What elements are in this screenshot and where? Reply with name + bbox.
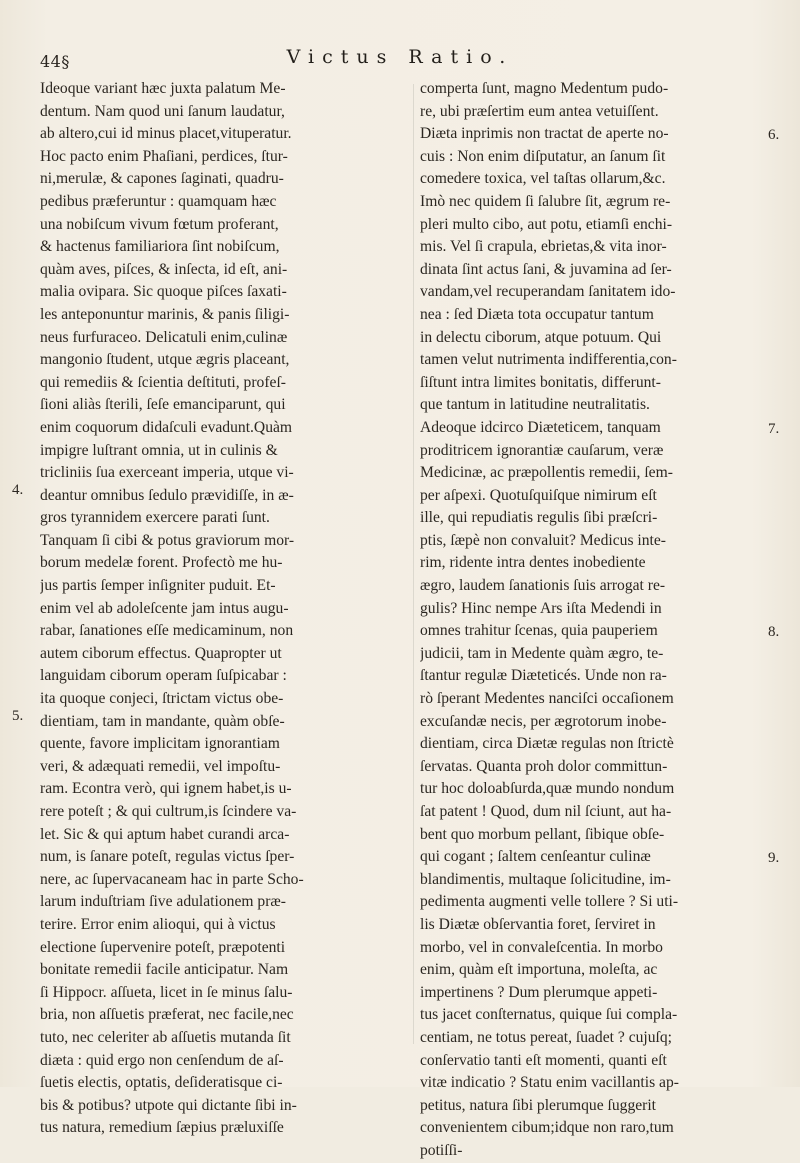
text-line: Adeoque idcirco Diæteticem, tanquam [420,418,661,436]
text-line: borum medelæ forent. Profectò me hu- [40,554,283,572]
text-line: les anteponuntur marinis, & panis ſiligi- [40,305,290,323]
text-line: potiſſi- [420,1141,463,1159]
text-line: ſi Hippocr. aſſueta, licet in ſe minus ſalu- [40,983,293,1001]
text-line: ab altero,cui id minus placet,vituperatur. [40,125,292,143]
text-line: & hactenus familiariora ſint nobiſcum, [40,238,280,256]
text-line: ſat patent ! Quod, dum nil ſciunt, aut ha- [420,803,672,820]
text-line: enim, quàm eſt importuna, moleſta, ac [420,961,658,979]
margin-number-7: 7. [768,421,780,437]
text-line: terire. Error enim alioqui, qui à victus [40,915,276,933]
text-line: tur hoc doloabſurda,quæ mundo nondum [420,780,675,798]
text-line: rere poteſt ; & qui cultrum,is ſcindere va- [40,803,297,820]
text-line: jus partis ſemper inſigniter puduit. Et- [40,577,276,595]
text-line: cuis : Non enim diſputatur, an ſanum ſit [420,147,666,165]
text-line: ni,merulæ, & capones ſaginati, quadru- [40,170,284,188]
text-line: blandimentis, multaque ſolicitudine, im- [420,870,671,888]
text-line: qui remediis & ſcientia deſtituti, profeſ- [40,373,286,391]
text-line: ægro, laudem ſanationis ſuis arrogat re- [420,577,666,595]
text-line: enim coquorum didaſculi evadunt.Quàm [40,418,293,436]
text-line: impertinens ? Dum plerumque appeti- [420,983,658,1001]
text-line: ptis, ſæpè non convaluit? Medicus inte- [420,531,666,549]
text-line: una nobiſcum vivum fœtum proferant, [40,215,279,233]
text-line: ille, qui repudiatis regulis ſibi præſcri- [420,509,658,527]
margin-number-8: 8. [768,624,780,640]
margin-number-4: 4. [12,482,24,498]
left-column [40,78,406,1140]
text-line: proditricem ignorantiæ cauſarum, veræ [420,441,664,459]
text-line: ita quoque conjeci, ſtrictam victus obe- [40,690,284,708]
text-line: tuto, nec celeriter ab aſſuetis mutanda ſit [40,1028,291,1046]
text-line: ram. Econtra verò, qui ignem habet,is u- [40,780,292,798]
text-line: gros tyrannidem exercere parati ſunt. [40,509,270,527]
text-line: impigre luſtrant omnia, ut in culinis & [40,441,278,459]
text-line: enim vel ab adoleſcente jam intus augu- [40,599,289,617]
text-line: dentum. Nam quod uni ſanum laudatur, [40,102,285,120]
text-line: judicii, tam in Medente quàm ægro, te- [420,644,664,662]
text-line: autem ciborum effectus. Quapropter ut [40,644,282,662]
text-line: conſervatio tanti eſt momenti, quanti eſt [420,1051,667,1069]
text-line: convenientem cibum;idque non raro,tum [420,1119,674,1137]
text-line: per aſpexi. Quotuſquiſque nimirum eſt [420,486,657,504]
text-line: vandam,vel recuperandam ſanitatem ido- [420,283,676,301]
text-line: quàm aves, piſces, & inſecta, id eſt, ani- [40,260,288,278]
text-line: bonitate remedii facile anticipatur. Nam [40,961,289,979]
page-header [40,46,760,76]
text-line: morbo, vel in convaleſcentia. In morbo [420,938,663,956]
text-line: tricliniis ſua exerceant imperia, utque vi- [40,464,294,482]
text-line: mangonio ſtudent, utque ægris placeant, [40,351,290,369]
text-line: que tantum in latitudine neutralitatis. [420,396,650,414]
text-line: dinata ſint actus ſani, & juvamina ad ſer- [420,260,672,278]
text-line: rim, ridente intra dentes inobediente [420,554,646,572]
margin-number-9: 9. [768,850,780,866]
text-line: quente, favore implicitam ignorantiam [40,735,280,753]
text-line: centiam, ne totus pereat, ſuadet ? cujuſq; [420,1028,673,1046]
text-line: bis & potibus? utpote qui dictante ſibi in- [40,1096,297,1114]
text-line: bria, non aſſuetis præferat, nec facile,nec [40,1006,294,1024]
text-line: nea : ſed Diæta tota occupatur tantum [420,305,654,323]
text-line: tus jacet conſternatus, quique ſui compla- [420,1006,678,1024]
margin-number-5: 5. [12,708,24,724]
text-line: Ideoque variant hæc juxta palatum Me- [40,80,286,97]
text-line: comperta ſunt, magno Medentum pudo- [420,80,669,97]
text-line: Diæta inprimis non tractat de aperte no- [420,125,669,143]
text-line: languidam ciborum operam ſuſpicabar : [40,667,287,685]
text-line: diæta : quid ergo non cenſendum de aſ- [40,1051,284,1069]
text-line: Hoc pacto enim Phaſiani, perdices, ſtur- [40,147,288,165]
text-line: nere, ac ſupervacaneam hac in parte Scho- [40,870,304,888]
text-line: deantur omnibus ſedulo prævidiſſe, in æ- [40,486,294,504]
text-line: tamen velut nutrimenta indifferentia,con- [420,351,677,369]
text-line: ſiſtunt intra limites bonitatis, differunt- [420,373,661,391]
text-line: malia ovipara. Sic quoque piſces ſaxati- [40,283,287,301]
text-line: Imò nec quidem ſi ſalubre ſit, ægrum re- [420,192,671,210]
column-gutter [413,84,414,1044]
text-line: pleri multo cibo, aut potu, etiamſi enchi- [420,215,673,233]
text-line: dientiam, tam in mandante, quàm obſe- [40,712,285,730]
text-line: rabar, ſanationes eſſe medicaminum, non [40,622,294,640]
text-line: bent quo morbum pellant, ſibique obſe- [420,825,665,843]
text-line: rò ſperant Medentes nanciſci occaſionem [420,690,674,708]
text-line: pedibus præferuntur : quamquam hæc [40,192,277,210]
text-line: lis Diætæ obſervantia foret, ſerviret in [420,915,656,933]
text-line: petitus, natura ſibi plerumque ſuggerit [420,1096,657,1114]
text-line: neus furfuraceo. Delicatuli enim,culinæ [40,328,288,346]
text-line: electione ſupervenire poteſt, præpotenti [40,938,286,956]
text-line: let. Sic & qui aptum habet curandi arca- [40,825,290,843]
text-line: comedere toxica, vel taſtas ollarum,&c. [420,170,666,188]
text-line: excuſandæ necis, per ægrotorum inobe- [420,712,667,730]
text-line: Tanquam ſi cibi & potus graviorum mor- [40,531,295,549]
text-line: vitæ indicatio ? Statu enim vacillantis ap- [420,1074,679,1092]
text-line: dientiam, circa Diætæ regulas non ſtrictè [420,735,674,753]
margin-number-6: 6. [768,127,780,143]
text-line: pedimenta augmenti velle tollere ? Si uti- [420,893,679,911]
text-line: qui cogant ; ſaltem cenſeantur culinæ [420,848,651,866]
text-line: tus natura, remedium ſæpius præluxiſſe [40,1119,284,1137]
running-title: Victus Ratio. [286,46,514,68]
text-line: ſervatas. Quanta proh dolor committun- [420,757,668,775]
text-line: num, is ſanare poteſt, regulas victus ſper- [40,848,295,866]
text-line: mis. Vel ſi crapula, ebrietas,& vita inor- [420,238,667,256]
text-line: ſioni aliàs ſterili, ſeſe emanciparunt, qui [40,396,286,414]
text-line: veri, & adæquati remedii, vel impoſtu- [40,757,281,775]
text-line: Medicinæ, ac præpollentis remedii, ſem- [420,464,673,482]
text-line: re, ubi præſertim eum antea vetuiſſent. [420,102,659,120]
text-line: larum induſtriam ſive adulationem præ- [40,893,286,911]
text-line: gulis? Hinc nempe Ars iſta Medendi in [420,599,662,617]
text-line: ſtantur regulæ Diæteticés. Unde non ra- [420,667,667,685]
page-number: 44§ [40,52,70,71]
text-line: omnes trahitur ſcenas, quia pauperiem [420,622,658,640]
right-column [420,78,764,1163]
text-line: in delectu ciborum, atque potuum. Qui [420,328,662,346]
text-line: ſuetis electis, optatis, deſideratisque ci- [40,1074,283,1092]
